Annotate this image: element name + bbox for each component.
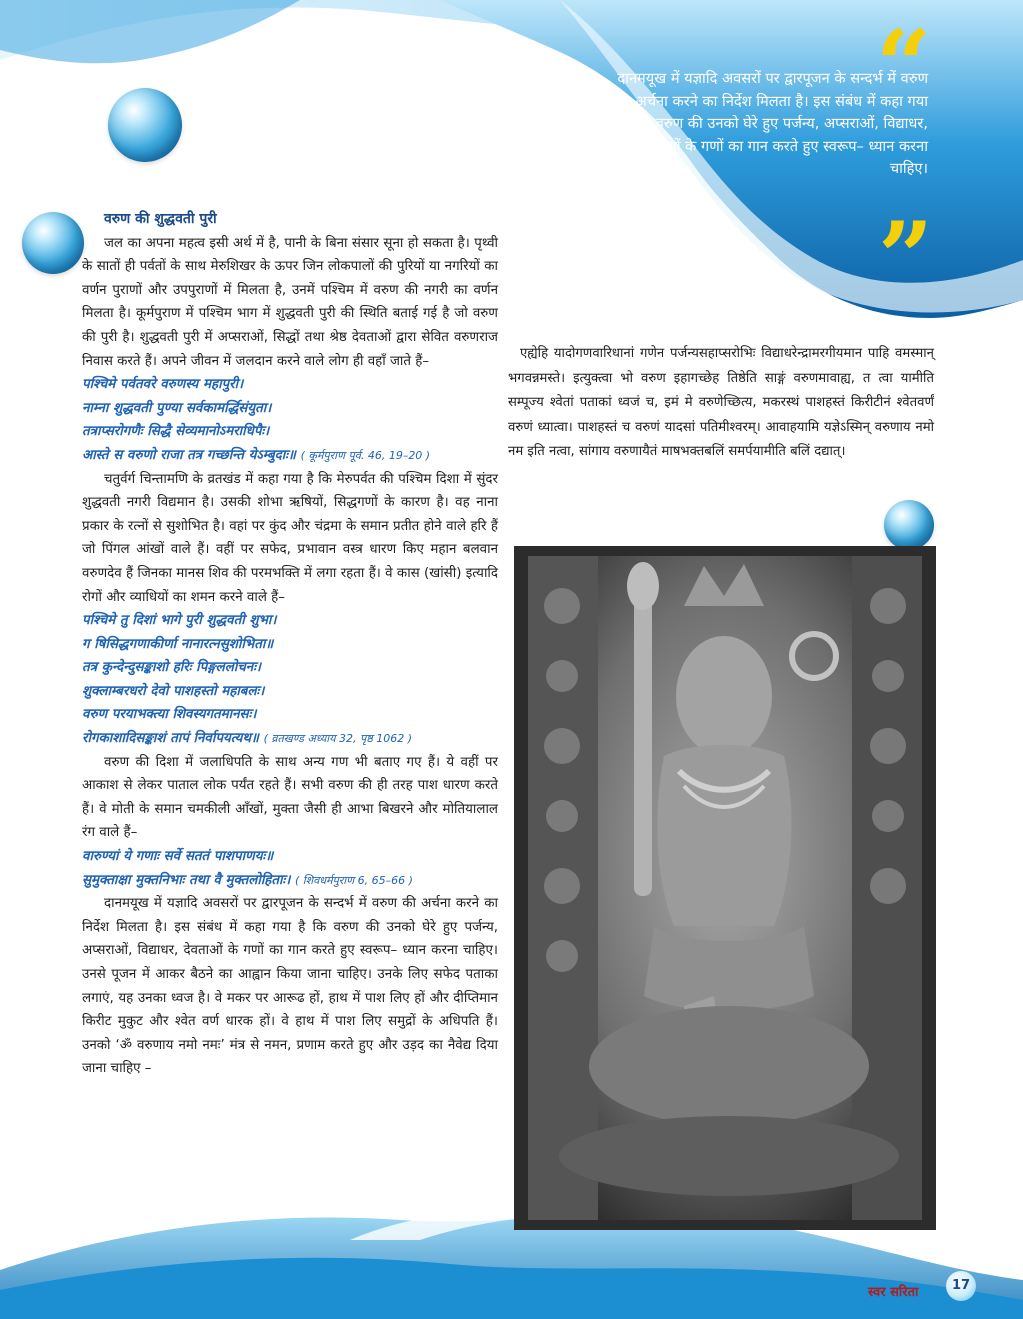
verse-reference: ( शिवधर्मपुराण 6, 65–66 ) (294, 873, 413, 887)
pull-quote: दानमयूख में यज्ञादि अवसरों पर द्वारपूजन के सन्दर्भ में वरुण की अर्चना करने का निर्देश मिलता है। इस संबंध में कहा गया है कि वरुण की उनको घेरे हुए पर्जन्य, अप्सराओं, विद्याधर, देवताओं के गणों का गान करते हुए स्वरूप– ध्यान करना चाहिए। (615, 70, 928, 177)
magazine-title: स्वर सरिता (868, 1285, 919, 1300)
water-drop-icon (22, 212, 84, 274)
paragraph-4: दानमयूख में यज्ञादि अवसरों पर द्वारपूजन के सन्दर्भ में वरुण की अर्चना करने का निर्देश मिलता है। इस संबंध में कहा गया है कि वरुण की उनको घेरे हुए पर्जन्य, अप्सराओं, विद्याधर, देवताओं के गणों का गान करते हुए स्वरूप– ध्यान करना चाहिए। उनसे पूजन में आकर बैठने का आह्वान किया जाना चाहिए। उनके लिए सफेद पताका लगाएं, यह उनका ध्वज है। वे मकर पर आरूढ हों, हाथ में पाश लिए हों और दीप्तिमान किरीट मुकुट और श्वेत वर्ण धारक हों। वे हाथ में पाश लिए समुद्रों के अधिपति हैं। उनको ‘ॐ वरुणाय नमो नमः’ मंत्र से नमन, प्रणाम करते हुए और उड़द का नैवेद्य दिया जाना चाहिए – (82, 896, 498, 1077)
verse-block-3 (82, 845, 498, 892)
sanskrit-paragraph: एह्येहि यादोगणवारिधानां गणेन पर्जन्यसहाप्सरोभिः विद्याधरेन्द्रामरगीयमान पाहि वमस्मान् भगवन्नमस्ते। इत्युक्त्वा भो वरुण इहागच्छेह तिष्ठेति साङ्गं वरुणमावाह्य, त त्वा यामीति सम्पूज्य श्वेतां पताकां ध्वजं च, इमं मे वरुणेच्छित्य, मकरस्थं पाशहस्तं किरीटीनं श्वेतवर्णं वरुणं ध्यात्वा। पाशहस्तं च वरुणं यादसां पतिमीश्वरम्। आवाहयामि यज्ञेऽस्मिन् वरुणाय नमो नम इति नत्वा, सांगाय वरुणायैतं माषभक्तबलिं समर्पयामीति बलिं दद्यात्। (508, 346, 934, 460)
verse-line: रोगकाशादिसङ्काशं तापं निर्वापयत्यथ॥ ( व्रतखण्ड अध्याय 32, पृष्ठ 1062 ) (82, 731, 413, 747)
paragraph-2: चतुर्वर्ग चिन्तामणि के व्रतखंड में कहा गया है कि मेरुपर्वत की पश्चिम दिशा में सुंदर शुद्धवती नगरी विद्यमान है। उसकी शोभा ऋषियों, सिद्धगणों के कारण है। वह नाना प्रकार के रत्नों से सुशोभित है। वहां पर कुंद और चंद्रमा के समान प्रतीत होने वाले हरि हैं जो पिंगल आंखों वाले हैं। वहीं पर सफेद, प्रभावान वस्त्र धारण किए महान बलवान वरुणदेव हैं जिनका मानस शिव की परमभक्ति में लगा रहता हैं। वे कास (खांसी) इत्यादि रोगों और व्याधियों का शमन करने वाले हैं– (82, 471, 498, 605)
verse-line: पश्चिमे तु दिशां भागे पुरी शुद्धवती शुभा। (82, 613, 277, 629)
paragraph-3: वरुण की दिशा में जलाधिपति के साथ अन्य गण भी बताए गए हैं। ये वहीं पर आकाश से लेकर पाताल लोक पर्यंत रहते हैं। सभी वरुण की ही तरह पाश धारण करते हैं। वे मोती के समान चमकीली आँखों, मुक्ता जैसी ही आभा बिखरने और मोतियालाल रंग वाले हैं– (82, 754, 498, 841)
paragraph-1: जल का अपना महत्व इसी अर्थ में है, पानी के बिना संसार सूना हो सकता है। पृथ्वी के सातों ही पर्वतों के साथ मेरुशिखर के ऊपर जिन लोकपालों की पुरियों या नगरियों का वर्णन पुराणों और उपपुराणों में मिलता है, उनमें पश्चिम में वरुण की नगरी का वर्णन मिलता है। कूर्मपुराण में पश्चिम भाग में शुद्धवती पुरी की स्थिति बताई गई है जो वरुण की पुरी है। शुद्धवती पुरी में अप्सराओं, सिद्धों तथा श्रेष्ठ देवताओं द्वारा सेवित वरुणराज निवास करते हैं। अपने जीवन में जलदान करने वाले लोग ही वहाँ जाते हैं– (82, 235, 498, 369)
verse-line: वरुण परयाभक्त्या शिवस्यगतमानसः। (82, 707, 257, 723)
sanskrit-invocation (508, 342, 934, 465)
verse-block-2 (82, 609, 498, 751)
section-heading: वरुण की शुद्धवती पुरी (104, 211, 217, 227)
verse-line: तत्राप्सरोगणैः सिद्धै सेव्यमानोऽमराधिपैः। (82, 424, 270, 440)
verse-line: तत्र कुन्देन्दुसङ्काशो हरिः पिङ्गललोचनः। (82, 660, 262, 676)
verse-block-1 (82, 373, 498, 467)
verse-reference: ( व्रतखण्ड अध्याय 32, पृष्ठ 1062 ) (263, 732, 413, 746)
water-drop-icon (108, 88, 182, 162)
verse-line: नाम्ना शुद्धवती पुण्या सर्वकामर्द्धिसंयुता। (82, 400, 272, 416)
verse-line: पश्चिमे पर्वतवरे वरुणस्य महापुरी। (82, 377, 244, 393)
verse-reference: ( कूर्मपुराण पूर्व. 46, 19–20 ) (300, 448, 431, 462)
page-number: 17 (946, 1271, 976, 1301)
quote-open-mark: “ (876, 9, 932, 122)
verse-line: शुक्लाम्बरधरो देवो पाशहस्तो महाबलः। (82, 683, 265, 699)
verse-line: सुमुक्ताक्षा मुक्तनिभाः तथा वै मुक्तलोहिताः। ( शिवधर्मपुराण 6, 65–66 ) (82, 872, 413, 888)
varuna-sculpture-photo (514, 546, 936, 1230)
verse-line: आस्ते स वरुणो राजा तत्र गच्छन्ति येऽम्बुदाः॥ ( कूर्मपुराण पूर्व. 46, 19–20 ) (82, 447, 431, 463)
water-drop-icon (884, 500, 934, 550)
verse-line: वारुण्यां ये गणाः सर्वे सततं पाशपाणयः॥ (82, 849, 274, 865)
verse-line: ग षिसिद्धगणाकीर्णा नानारत्नसुशोभिता॥ (82, 636, 274, 652)
main-article (82, 208, 498, 1081)
quote-close-mark: ” (878, 201, 934, 314)
